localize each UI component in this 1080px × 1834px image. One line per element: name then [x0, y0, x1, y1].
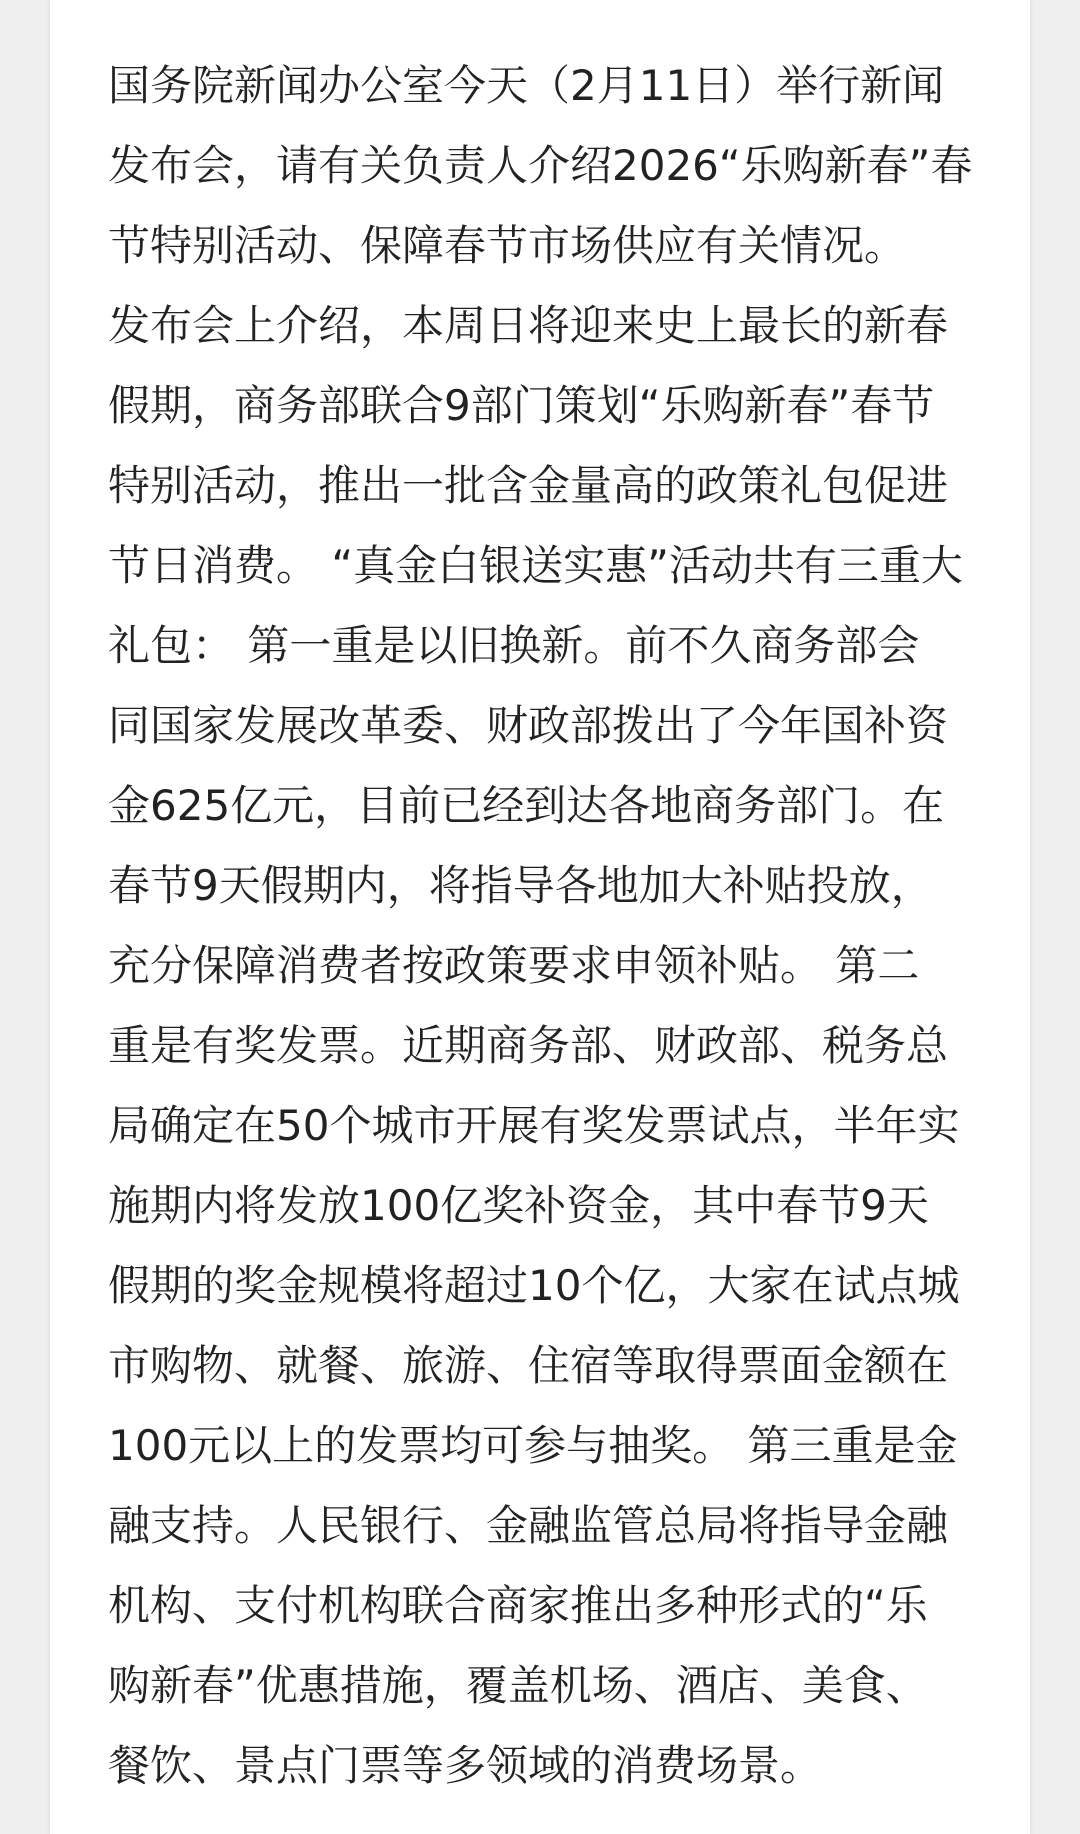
- article-line: 特别活动，推出一批含金量高的政策礼包促进: [108, 461, 949, 510]
- article-line: 发布会，请有关负责人介绍2026“乐购新春”春: [108, 141, 973, 190]
- article-line: 节特别活动、保障春节市场供应有关情况。: [108, 221, 907, 270]
- article-line: 购新春”优惠措施，覆盖机场、酒店、美食、: [108, 1661, 928, 1710]
- article-line: 融支持。人民银行、金融监管总局将指导金融: [108, 1501, 949, 1550]
- article-line: 金625亿元，目前已经到达各地商务部门。在: [108, 781, 945, 830]
- article-line: 假期的奖金规模将超过10个亿，大家在试点城: [108, 1261, 960, 1310]
- article-line: 假期，商务部联合9部门策划“乐购新春”春节: [108, 381, 935, 430]
- article-line: 充分保障消费者按政策要求申领补贴。 第二: [108, 941, 920, 990]
- article-line: 重是有奖发票。近期商务部、财政部、税务总: [108, 1021, 949, 1070]
- article-line: 市购物、就餐、旅游、住宿等取得票面金额在: [108, 1341, 949, 1390]
- article-line: 发布会上介绍，本周日将迎来史上最长的新春: [108, 301, 949, 350]
- article-line: 机构、支付机构联合商家推出多种形式的“乐: [108, 1581, 928, 1630]
- article-line: 餐饮、景点门票等多领域的消费场景。: [108, 1741, 823, 1790]
- article-body: [108, 56, 988, 1816]
- article-line: 节日消费。 “真金白银送实惠”活动共有三重大: [108, 541, 963, 590]
- article-line: 礼包： 第一重是以旧换新。前不久商务部会: [108, 621, 920, 670]
- article-line: 国务院新闻办公室今天（2月11日）举行新闻: [108, 61, 945, 110]
- article-line: 施期内将发放100亿奖补资金，其中春节9天: [108, 1181, 929, 1230]
- article-line: 100元以上的发票均可参与抽奖。 第三重是金: [108, 1421, 958, 1470]
- article-line: 春节9天假期内，将指导各地加大补贴投放，: [108, 861, 933, 910]
- article-line: 同国家发展改革委、财政部拨出了今年国补资: [108, 701, 949, 750]
- article-line: 局确定在50个城市开展有奖发票试点，半年实: [108, 1101, 960, 1150]
